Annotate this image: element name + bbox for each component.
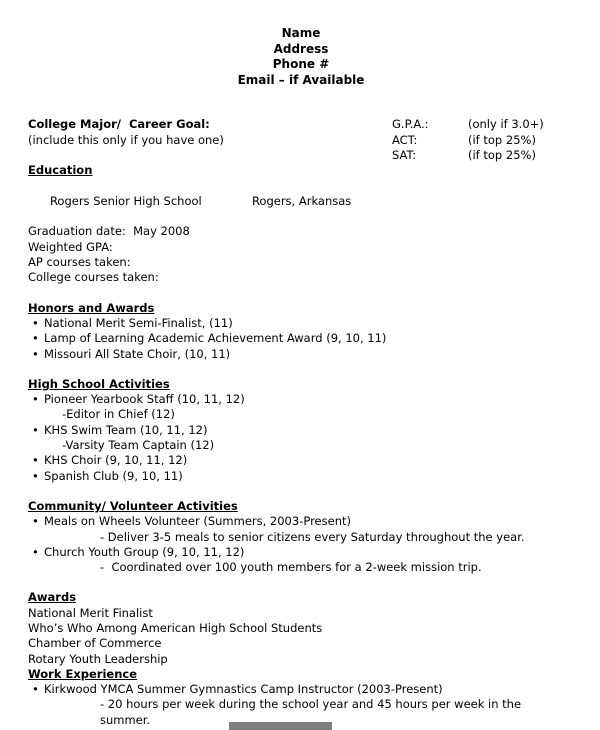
community-heading: Community/ Volunteer Activities bbox=[28, 498, 238, 513]
list-item bbox=[28, 331, 574, 346]
section-honors bbox=[28, 301, 574, 362]
bullet-icon: • bbox=[32, 422, 39, 437]
section-activities bbox=[28, 377, 574, 484]
section-education bbox=[28, 163, 574, 285]
community-item-text: Church Youth Group (9, 10, 11, 12) bbox=[44, 544, 245, 559]
list-item bbox=[28, 453, 574, 468]
activity-item-text: Spanish Club (9, 10, 11) bbox=[44, 468, 183, 483]
college-courses-line: College courses taken: bbox=[28, 270, 159, 285]
award-line: Who’s Who Among American High School Students bbox=[28, 620, 323, 635]
awards-heading: Awards bbox=[28, 590, 77, 605]
work-heading: Work Experience bbox=[28, 666, 138, 681]
work-sub-text: - 20 hours per week during the school year and 45 hours per week in the summer. bbox=[100, 697, 525, 727]
list-item bbox=[28, 545, 574, 560]
ap-courses-line: AP courses taken: bbox=[28, 255, 131, 270]
sat-label: SAT: bbox=[392, 147, 417, 162]
gpa-note: (only if 3.0+) bbox=[468, 117, 544, 132]
section-awards bbox=[28, 590, 574, 666]
bullet-icon: • bbox=[32, 468, 39, 483]
bullet-icon: • bbox=[32, 392, 39, 407]
honor-item-text: Missouri All State Choir, (10, 11) bbox=[44, 346, 231, 361]
school-name: Rogers Senior High School bbox=[49, 193, 202, 208]
community-item-text: Meals on Wheels Volunteer (Summers, 2003-Present) bbox=[44, 514, 351, 529]
list-item bbox=[28, 469, 574, 484]
sat-note: (if top 25%) bbox=[468, 147, 536, 162]
name-line: Name bbox=[281, 26, 321, 40]
activity-sub-text: -Editor in Chief (12) bbox=[62, 407, 175, 422]
activity-item-text: KHS Choir (9, 10, 11, 12) bbox=[44, 453, 188, 468]
activities-heading: High School Activities bbox=[28, 376, 170, 391]
community-sub-text: - Deliver 3-5 meals to senior citizens every Saturday throughout the year. bbox=[100, 529, 525, 544]
bullet-icon: • bbox=[32, 514, 39, 529]
list-item bbox=[28, 423, 574, 438]
contact-header bbox=[28, 26, 574, 88]
bullet-icon: • bbox=[32, 682, 39, 697]
list-item bbox=[28, 347, 574, 362]
work-item-text: Kirkwood YMCA Summer Gymnastics Camp Instructor (2003-Present) bbox=[44, 682, 443, 697]
act-note: (if top 25%) bbox=[468, 132, 536, 147]
bullet-icon: • bbox=[32, 346, 39, 361]
community-sub-text: - Coordinated over 100 youth members for a 2-week mission trip. bbox=[100, 560, 482, 575]
school-location: Rogers, Arkansas bbox=[251, 193, 352, 208]
career-goal-note: (include this only if you have one) bbox=[28, 132, 224, 147]
honor-item-text: Lamp of Learning Academic Achievement Award (9, 10, 11) bbox=[44, 331, 387, 346]
section-work-experience bbox=[28, 667, 574, 728]
gpa-label: G.P.A.: bbox=[392, 117, 429, 132]
honor-item-text: National Merit Semi-Finalist, (11) bbox=[44, 315, 233, 330]
award-line: Rotary Youth Leadership bbox=[28, 651, 168, 666]
list-item bbox=[28, 682, 574, 697]
activity-item-text: Pioneer Yearbook Staff (10, 11, 12) bbox=[44, 392, 245, 407]
activity-sub-text: -Varsity Team Captain (12) bbox=[62, 438, 215, 453]
award-line: Chamber of Commerce bbox=[28, 636, 162, 651]
career-goal-label: College Major/ Career Goal: bbox=[28, 117, 210, 132]
weighted-gpa-line: Weighted GPA: bbox=[28, 239, 113, 254]
gpa-row bbox=[392, 117, 574, 132]
list-item bbox=[28, 316, 574, 331]
award-line: National Merit Finalist bbox=[28, 605, 153, 620]
bullet-icon: • bbox=[32, 453, 39, 468]
education-heading: Education bbox=[28, 163, 93, 178]
act-row bbox=[392, 133, 574, 148]
sat-row bbox=[392, 148, 574, 163]
section-community bbox=[28, 499, 574, 575]
email-line: Email – if Available bbox=[237, 72, 365, 87]
activity-item-text: KHS Swim Team (10, 11, 12) bbox=[44, 422, 208, 437]
list-item bbox=[28, 392, 574, 407]
act-label: ACT: bbox=[392, 132, 418, 147]
graduation-date-line: Graduation date: May 2008 bbox=[28, 224, 190, 239]
scores-block bbox=[392, 117, 574, 163]
honors-heading: Honors and Awards bbox=[28, 300, 155, 315]
career-goal-block bbox=[28, 117, 392, 163]
bullet-icon: • bbox=[32, 315, 39, 330]
intro-section bbox=[28, 117, 574, 163]
address-line: Address bbox=[273, 41, 329, 56]
page-bottom-bar bbox=[229, 722, 332, 730]
list-item bbox=[28, 514, 574, 529]
school-line bbox=[28, 179, 574, 225]
phone-line: Phone # bbox=[272, 57, 330, 72]
bullet-icon: • bbox=[32, 331, 39, 346]
bullet-icon: • bbox=[32, 544, 39, 559]
